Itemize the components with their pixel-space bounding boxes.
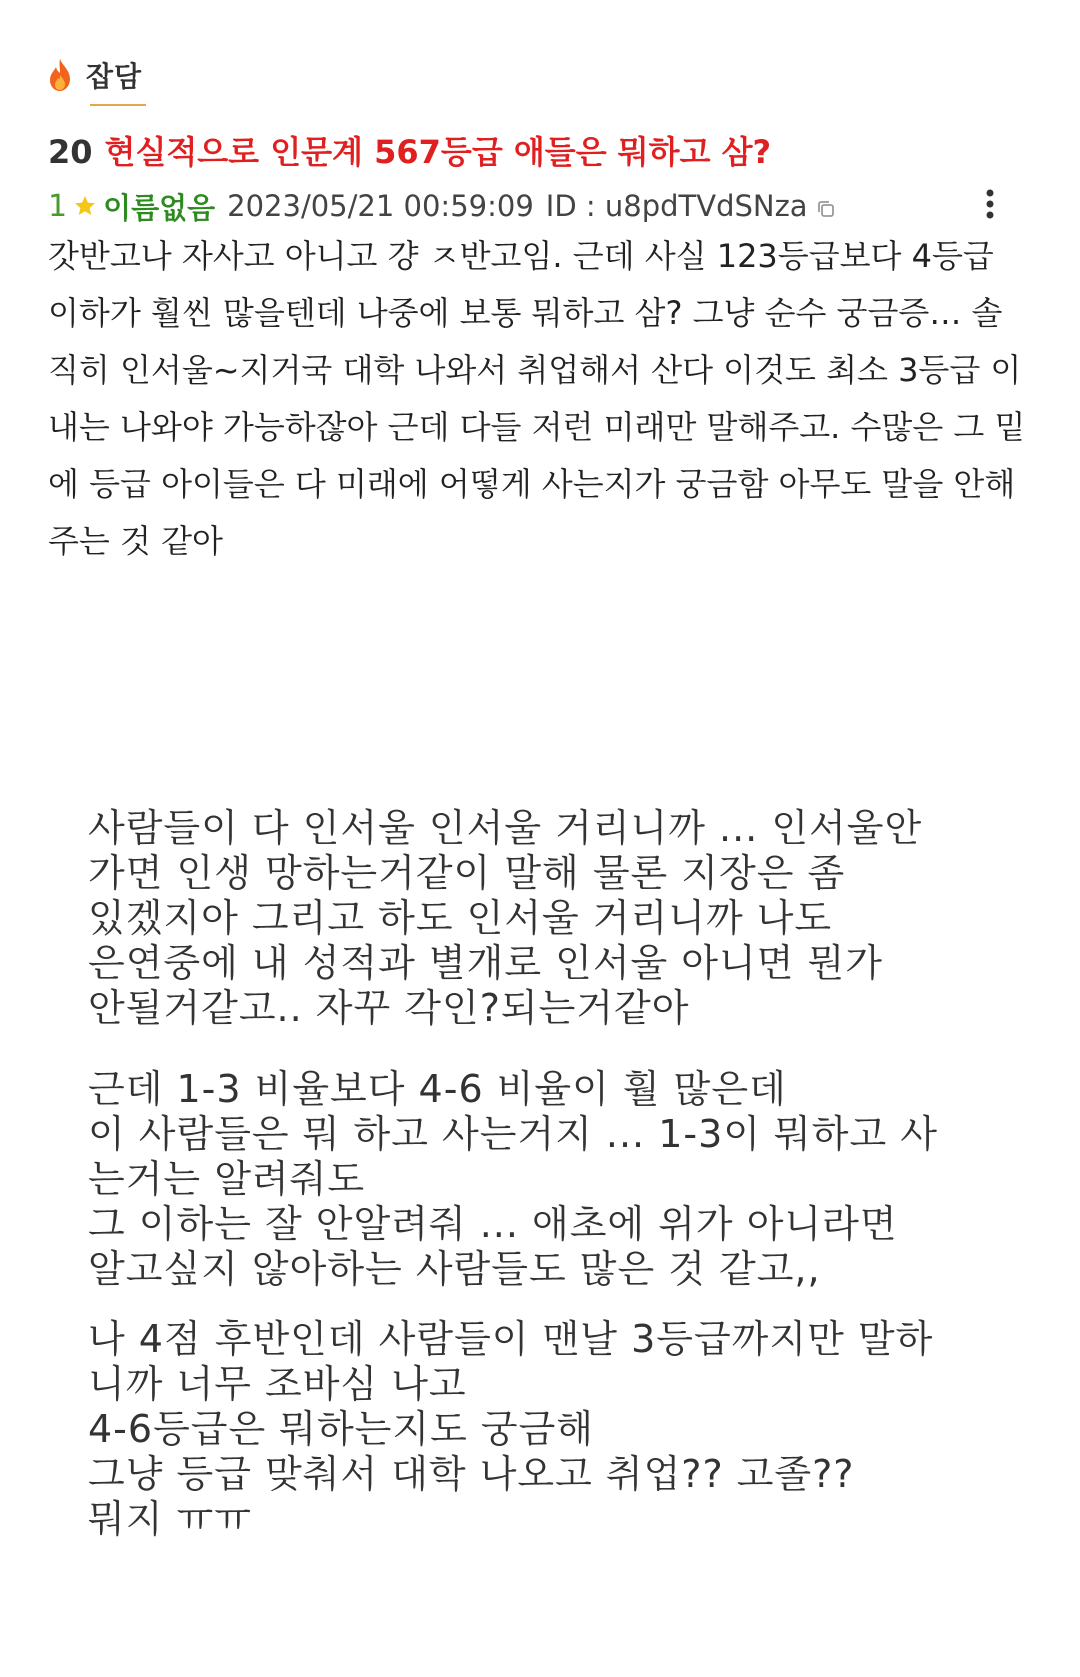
- fire-icon: [48, 58, 72, 92]
- comment-body: [48, 228, 1028, 570]
- comment-number: 1: [48, 188, 68, 224]
- image-line: 는거는 알려줘도: [88, 1157, 366, 1201]
- image-paragraph-2: [88, 1067, 1048, 1292]
- copy-icon[interactable]: [816, 199, 836, 219]
- post-subject: 현실적으로 인문계 567등급 애들은 뭐하고 삼?: [104, 133, 772, 171]
- image-line: 니까 너무 조바심 나고: [88, 1362, 467, 1406]
- image-line: 가면 인생 망하는거같이 말해 물론 지장은 좀: [88, 851, 846, 895]
- image-paragraph-3: [88, 1317, 1048, 1542]
- image-line: 있겠지아 그리고 하도 인서울 거리니까 나도: [88, 896, 833, 940]
- reply-count: 20: [48, 133, 93, 171]
- image-line: 뭐지 ㅠㅠ: [88, 1497, 252, 1541]
- image-line: 알고싶지 않아하는 사람들도 많은 것 같고,,: [88, 1247, 821, 1291]
- board-label: 잡담: [86, 60, 143, 93]
- board-tab-underline: [90, 104, 146, 106]
- image-line: 안될거같고.. 자꾸 각인?되는거같아: [88, 986, 690, 1030]
- post-date: 2023/05/21 00:59:09: [227, 189, 534, 223]
- image-line: 근데 1-3 비율보다 4-6 비율이 훨 많은데: [88, 1067, 787, 1111]
- image-paragraph-1: [88, 806, 1048, 1031]
- author-name[interactable]: 이름없음: [103, 190, 216, 225]
- board-tab[interactable]: [48, 55, 142, 95]
- image-line: 그 이하는 잘 안알려줘 ... 애초에 위가 아니라면: [88, 1202, 898, 1246]
- more-vertical-icon[interactable]: [984, 188, 996, 220]
- star-icon: [73, 194, 97, 218]
- user-id: ID : u8pdTVdSNza: [545, 189, 808, 223]
- image-line: 그냥 등급 맞춰서 대학 나오고 취업?? 고졸??: [88, 1452, 855, 1496]
- image-line: 사람들이 다 인서울 인서울 거리니까 ... 인서울안: [88, 806, 923, 850]
- comment-meta: [48, 186, 1040, 226]
- image-line: 은연중에 내 성적과 별개로 인서울 아니면 뭔가: [88, 941, 883, 985]
- embedded-image: [0, 790, 1080, 1677]
- image-line: 나 4점 후반인데 사람들이 맨날 3등급까지만 말하: [88, 1317, 934, 1361]
- image-line: 4-6등급은 뭐하는지도 궁금해: [88, 1407, 595, 1451]
- comment-text: 갓반고나 자사고 아니고 걍 ㅈ반고임. 근데 사실 123등급보다 4등급 이하가 훨씬 많을텐데 나중에 보통 뭐하고 삼? 그냥 순수 궁금증… 솔직히 인서울~지거국 대학 나와서 취업해서 산다 이것도 최소 3등급 이내는 나와야 가능하잖아 근데 다들 저런 미래만 말해주고. 수많은 그 밑에 등급 아이들은 다 미래에 어떻게 사는지가 궁금함 아무도 말을 안해주는 것 같아: [48, 237, 1026, 560]
- post-title: [48, 132, 771, 172]
- image-line: 이 사람들은 뭐 하고 사는거지 ... 1-3이 뭐하고 사: [88, 1112, 938, 1156]
